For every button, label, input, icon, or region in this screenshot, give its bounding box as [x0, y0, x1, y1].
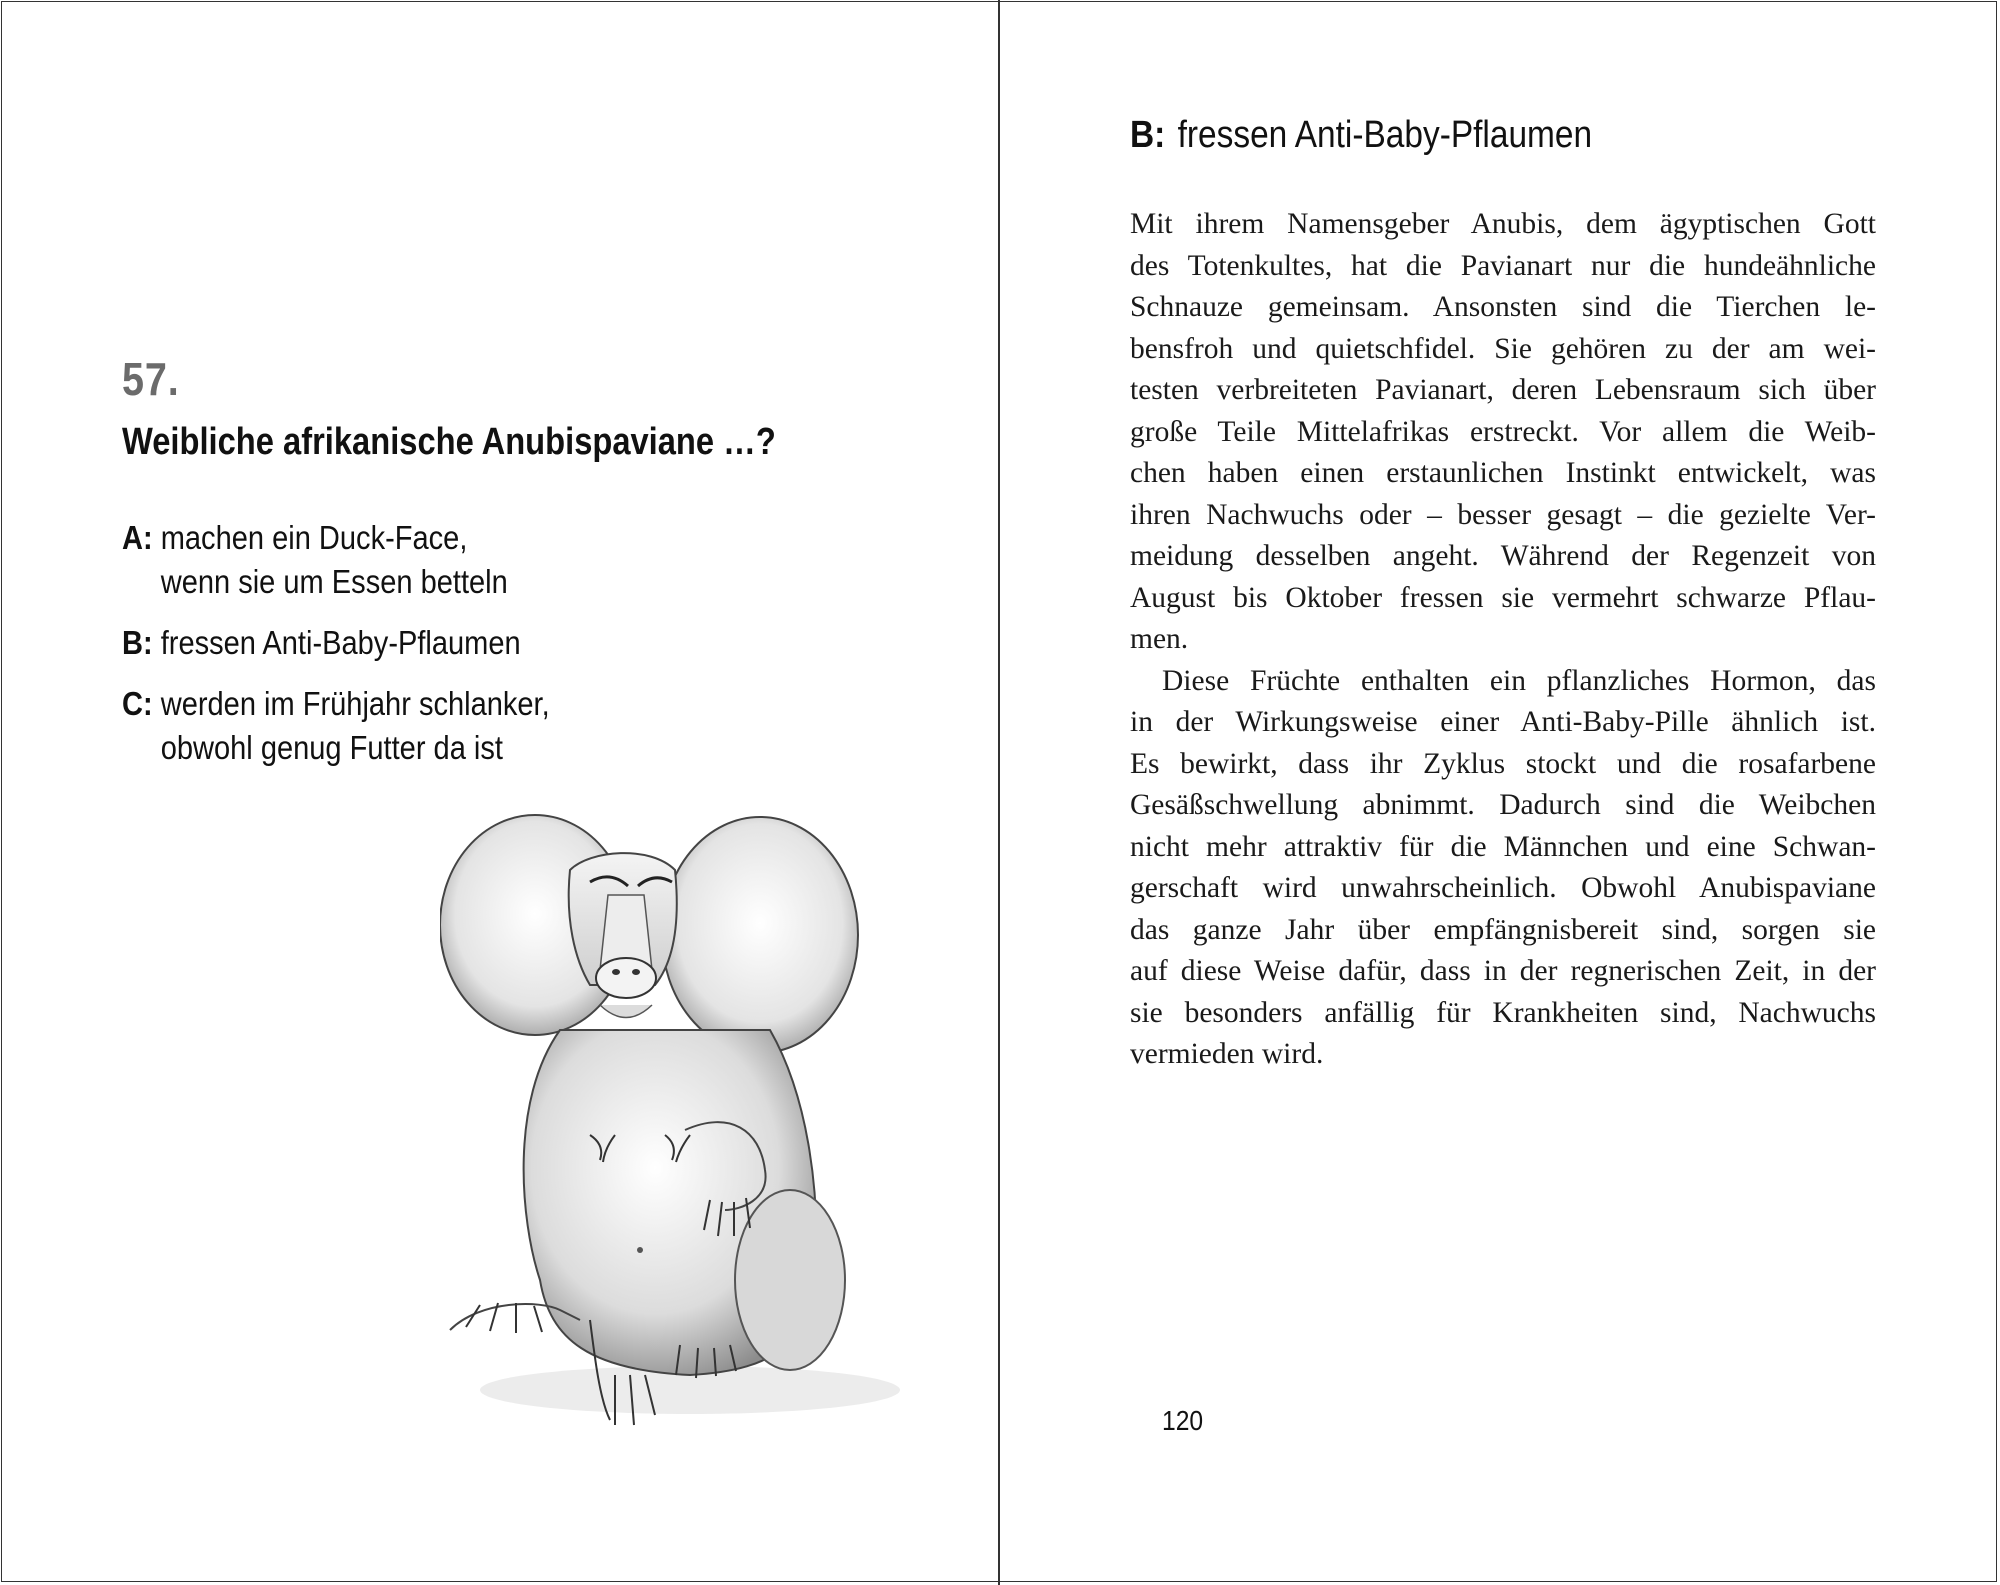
body-line: testen verbreiteten Pavianart, deren Lebensraum sich über [1130, 374, 1876, 406]
body-line: große Teile Mittelafrikas erstreckt. Vor allem die Weib- [1130, 415, 1876, 448]
baboon-illustration [440, 800, 920, 1460]
body-line: bensfroh und quietschfidel. Sie gehören zu der am wei- [1130, 332, 1876, 365]
answer-text-line1: fressen Anti-Baby-Pflaumen [160, 624, 521, 661]
body-line: vermieden wird. [1130, 1038, 1324, 1070]
answer-heading [1130, 114, 1592, 157]
body-line: auf diese Weise dafür, dass in der regnerischen Zeit, in der [1130, 955, 1876, 987]
answer-option-a [122, 516, 550, 604]
answer-heading-text: fressen Anti-Baby-Pflaumen [1177, 114, 1593, 156]
question-text: Weibliche afrikanische Anubispaviane …? [122, 421, 776, 463]
answer-letter: C: [122, 685, 153, 722]
body-line: ihren Nachwuchs oder – besser gesagt – die gezielte Ver- [1130, 498, 1876, 531]
answer-text-line2: obwohl genug Futter da ist [160, 729, 503, 766]
body-line: Schnauze gemeinsam. Ansonsten sind die Tierchen le- [1130, 291, 1876, 323]
answer-text-line1: machen ein Duck-Face, [160, 519, 468, 556]
body-line: das ganze Jahr über empfängnisbereit sind, sorgen sie [1130, 913, 1876, 946]
body-line: chen haben einen erstaunlichen Instinkt entwickelt, was [1130, 457, 1876, 489]
body-line: sie besonders anfällig für Krankheiten sind, Nachwuchs [1130, 996, 1876, 1029]
body-line: Gesäßschwellung abnimmt. Dadurch sind die Weibchen [1130, 789, 1876, 821]
explanation-text [1130, 204, 1876, 1076]
body-line: des Totenkultes, hat die Pavianart nur die hundeähnliche [1130, 249, 1876, 282]
page-gutter-divider [998, 0, 1000, 1585]
body-line: Diese Früchte enthalten ein pflanzliches Hormon, das [1162, 664, 1876, 697]
body-line: nicht mehr attraktiv für die Männchen und eine Schwan- [1130, 830, 1876, 863]
answer-text-line2: wenn sie um Essen betteln [160, 563, 508, 600]
body-line: men. [1130, 623, 1189, 655]
body-line: Mit ihrem Namensgeber Anubis, dem ägyptischen Gott [1130, 208, 1876, 240]
answer-text-line1: werden im Frühjahr schlanker, [160, 685, 550, 722]
body-line: August bis Oktober fressen sie vermehrt schwarze Pflau- [1130, 581, 1876, 614]
answer-letter: A: [122, 519, 153, 556]
body-line: gerschaft wird unwahrscheinlich. Obwohl Anubispaviane [1130, 872, 1876, 904]
answer-heading-letter: B: [1130, 114, 1166, 156]
answer-option-b [122, 621, 550, 665]
answer-letter: B: [122, 624, 153, 661]
body-line: meidung desselben angeht. Während der Regenzeit von [1130, 540, 1876, 572]
page-number: 120 [1162, 1405, 1204, 1436]
body-line: in der Wirkungsweise einer Anti-Baby-Pille ähnlich ist. [1130, 706, 1876, 738]
answer-options [122, 516, 608, 770]
answer-option-c [122, 682, 550, 770]
question-number: 57. [122, 353, 180, 405]
body-line: Es bewirkt, dass ihr Zyklus stockt und die rosafarbene [1130, 747, 1876, 780]
